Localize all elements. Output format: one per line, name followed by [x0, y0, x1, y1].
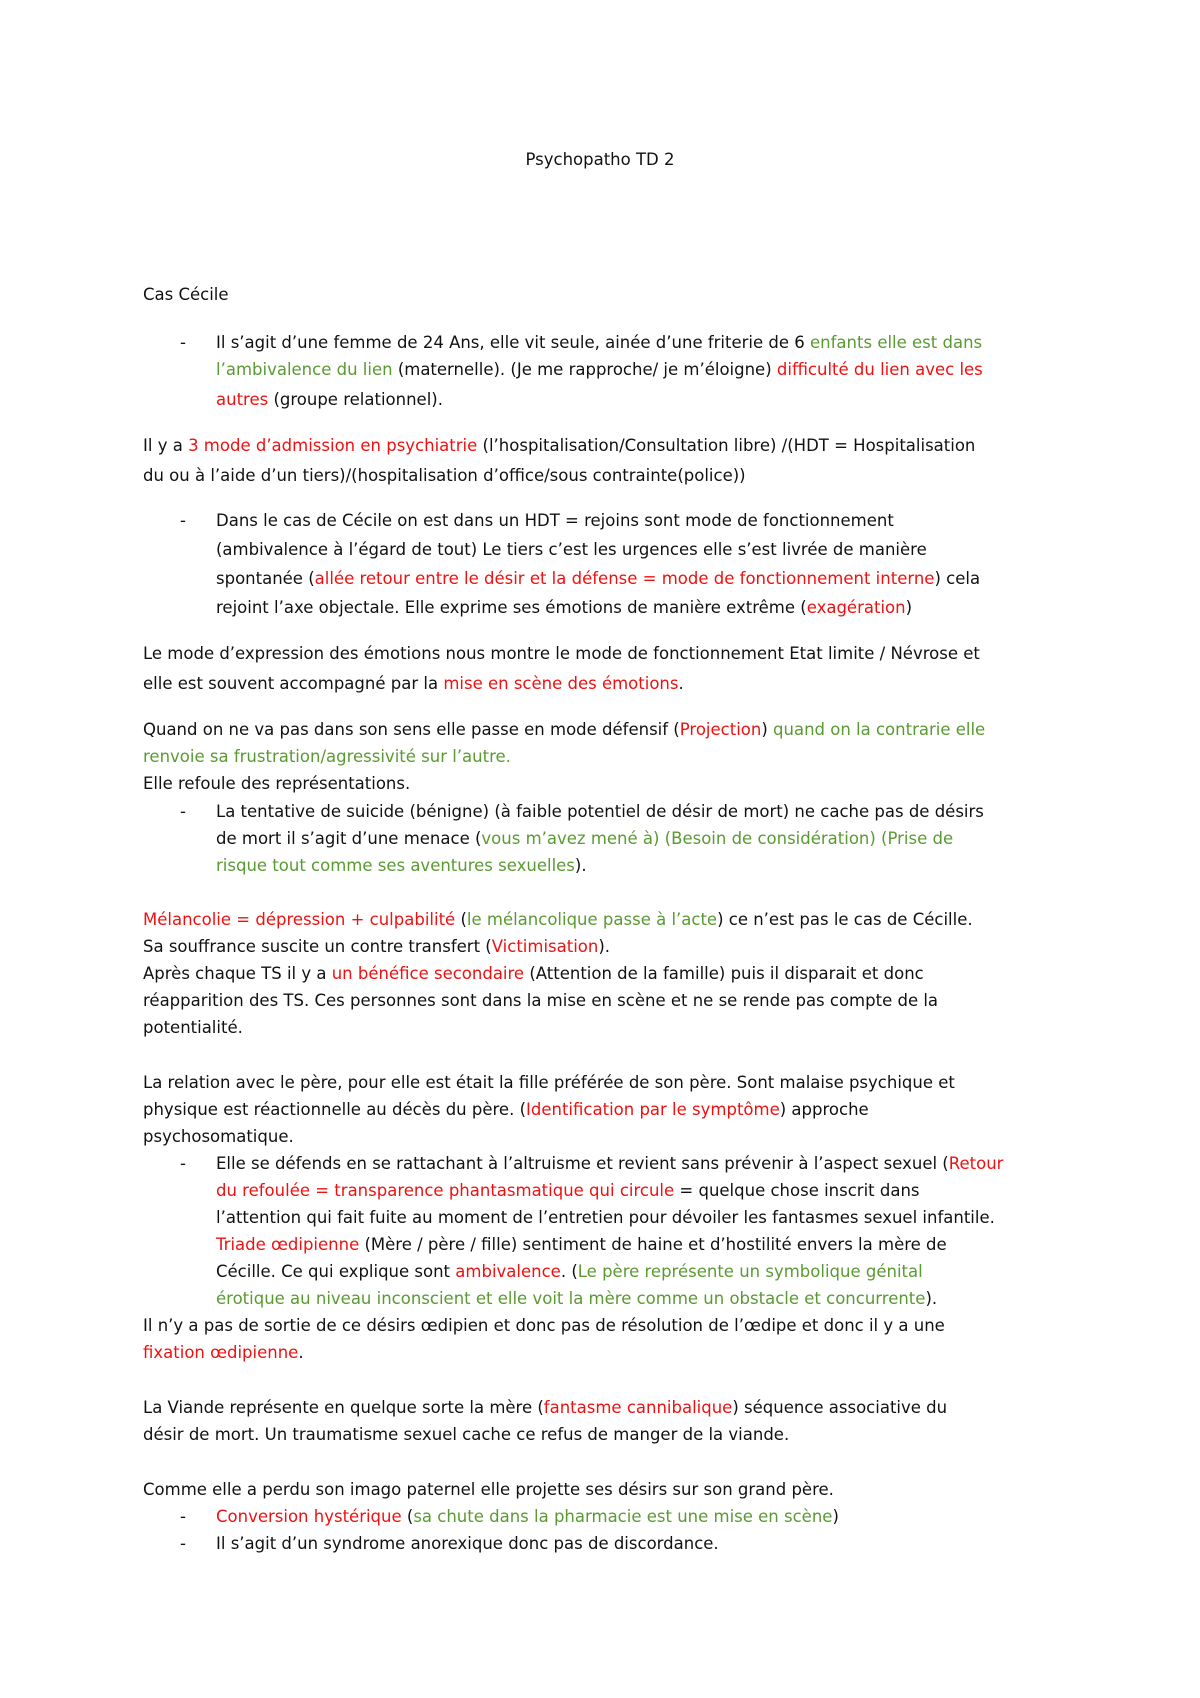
text-run: Sa souffrance suscite un contre transfert ( — [143, 937, 492, 956]
text-line — [143, 435, 975, 457]
text-line — [216, 1180, 920, 1202]
text-line — [216, 1533, 719, 1555]
text-line — [143, 1099, 869, 1121]
red-highlight-text: Conversion hystérique — [216, 1507, 407, 1526]
text-run: réapparition des TS. Ces personnes sont dans la mise en scène et ne se rende pas compte de la — [143, 991, 939, 1010]
text-line — [143, 746, 511, 768]
text-run: ) cela — [934, 569, 981, 588]
red-highlight-text: mise en scène des émotions — [443, 674, 679, 693]
text-line — [143, 1315, 945, 1337]
bullet-dash: - — [180, 511, 186, 530]
red-highlight-text: Retour — [948, 1154, 1004, 1173]
text-line — [143, 1072, 955, 1094]
text-line — [216, 568, 980, 590]
red-highlight-text: fantasme cannibalique — [543, 1398, 733, 1417]
text-run: ). — [574, 856, 587, 875]
red-highlight-text: fixation œdipienne — [143, 1343, 299, 1362]
text-line — [216, 1261, 923, 1283]
text-run: ) — [832, 1507, 839, 1526]
text-run: rejoint l’axe objectale. Elle exprime ses émotions de manière extrême ( — [216, 598, 807, 617]
red-highlight-text: Triade œdipienne — [216, 1235, 365, 1254]
text-run: spontanée ( — [216, 569, 315, 588]
text-run: elle est souvent accompagné par la — [143, 674, 444, 693]
text-run: Elle se défends en se rattachant à l’altruisme et revient sans prévenir à l’aspect sexuel ( — [216, 1154, 949, 1173]
text-run: Le mode d’expression des émotions nous montre le mode de fonctionnement Etat limite / Névrose et — [143, 644, 980, 663]
text-line — [143, 1126, 294, 1148]
text-line — [216, 510, 894, 532]
text-line — [143, 643, 980, 665]
text-line — [216, 597, 912, 619]
red-highlight-text: Identification par le symptôme — [526, 1100, 780, 1119]
text-run: ). — [925, 1289, 938, 1308]
text-run: (Mère / père / fille) sentiment de haine et d’hostilité envers la mère de — [364, 1235, 947, 1254]
red-highlight-text: ambivalence — [455, 1262, 561, 1281]
red-highlight-text: Mélancolie = dépression + culpabilité — [143, 910, 461, 929]
text-run: La tentative de suicide (bénigne) (à faible potentiel de désir de mort) ne cache pas de désirs — [216, 802, 984, 821]
text-line — [143, 1424, 789, 1446]
text-run: Elle refoule des représentations. — [143, 774, 411, 793]
text-line — [143, 1017, 243, 1039]
text-line — [143, 909, 973, 931]
bullet-dash: - — [180, 333, 186, 352]
text-run: ( — [460, 910, 467, 929]
bullet-dash: - — [180, 1154, 186, 1173]
red-highlight-text: exagération — [806, 598, 906, 617]
text-run: = quelque chose inscrit dans — [679, 1181, 920, 1200]
text-run: physique est réactionnelle au décès du père. ( — [143, 1100, 527, 1119]
text-run: du ou à l’aide d’un tiers)/(hospitalisation d’office/sous contrainte(police)) — [143, 466, 746, 485]
red-highlight-text: un bénéfice secondaire — [331, 964, 530, 983]
text-line — [143, 465, 746, 487]
text-run: Il y a — [143, 436, 189, 455]
bullet-dash: - — [180, 802, 186, 821]
text-line — [216, 1288, 937, 1310]
text-line — [216, 389, 443, 411]
text-run: de mort il s’agit d’une menace ( — [216, 829, 482, 848]
text-run: . — [678, 674, 684, 693]
green-highlight-text: risque tout comme ses aventures sexuelles — [216, 856, 575, 875]
green-highlight-text: quand on la contrarie elle — [773, 720, 986, 739]
text-run: ) approche — [779, 1100, 869, 1119]
green-highlight-text: le mélancolique passe à l’acte — [466, 910, 718, 929]
text-line — [143, 673, 684, 695]
text-run: Il s’agit d’un syndrome anorexique donc pas de discordance. — [216, 1534, 719, 1553]
text-run: (groupe relationnel). — [273, 390, 443, 409]
green-highlight-text: vous m’avez mené à) (Besoin de considération) (Prise de — [481, 829, 954, 848]
text-line — [216, 801, 984, 823]
text-run: ) — [905, 598, 913, 617]
document-title: Psychopatho TD 2 — [525, 150, 675, 169]
text-line — [216, 1234, 947, 1256]
text-run: Il s’agit d’une femme de 24 Ans, elle vit seule, ainée d’une friterie de 6 — [216, 333, 811, 352]
text-run: ) — [761, 720, 774, 739]
text-run: Comme elle a perdu son imago paternel elle projette ses désirs sur son grand père. — [143, 1480, 834, 1499]
text-run: Il n’y a pas de sortie de ce désirs œdipien et donc pas de résolution de l’œdipe et donc il y a une — [143, 1316, 945, 1335]
text-run: (l’hospitalisation/Consultation libre) /(HDT = Hospitalisation — [482, 436, 976, 455]
text-run: potentialité. — [143, 1018, 243, 1037]
green-highlight-text: renvoie sa frustration/agressivité sur l’autre. — [143, 747, 511, 766]
text-run: La relation avec le père, pour elle est était la fille préférée de son père. Sont malaise psychique et — [143, 1073, 955, 1092]
text-run: désir de mort. Un traumatisme sexuel cache ce refus de manger de la viande. — [143, 1425, 790, 1444]
text-run: Dans le cas de Cécile on est dans un HDT = rejoins sont mode de fonctionnement — [216, 511, 894, 530]
text-line — [216, 359, 983, 381]
text-run: . ( — [560, 1262, 578, 1281]
text-line — [216, 855, 587, 877]
green-highlight-text: sa chute dans la pharmacie est une mise en scène — [413, 1507, 833, 1526]
text-run: ) ce n’est pas le cas de Cécille. — [717, 910, 973, 929]
text-run: ) séquence associative du — [732, 1398, 948, 1417]
text-run: (Attention de la famille) puis il disparait et donc — [529, 964, 924, 983]
text-line — [143, 990, 938, 1012]
text-run: psychosomatique. — [143, 1127, 294, 1146]
text-line — [143, 963, 924, 985]
red-highlight-text: difficulté du lien avec les — [776, 360, 983, 379]
text-line — [216, 828, 953, 850]
text-run: Après chaque TS il y a — [143, 964, 332, 983]
text-line — [216, 1207, 995, 1229]
bullet-dash: - — [180, 1507, 186, 1526]
text-run: l’attention qui fait fuite au moment de l’entretien pour dévoiler les fantasmes sexuel infantile. — [216, 1208, 995, 1227]
text-run: La Viande représente en quelque sorte la mère ( — [143, 1398, 544, 1417]
green-highlight-text: Le père représente un symbolique génital — [577, 1262, 923, 1281]
text-run: (maternelle). (Je me rapproche/ je m’éloigne) — [397, 360, 777, 379]
text-line — [143, 936, 610, 958]
text-line — [143, 1342, 304, 1364]
text-run: Quand on ne va pas dans son sens elle passe en mode défensif ( — [143, 720, 680, 739]
text-run: ( — [406, 1507, 414, 1526]
text-line — [143, 719, 985, 741]
red-highlight-text: Victimisation — [491, 937, 599, 956]
text-line — [216, 539, 927, 561]
red-highlight-text: autres — [216, 390, 274, 409]
red-highlight-text: allée retour entre le désir et la défense = mode de fonctionnement interne — [314, 569, 935, 588]
green-highlight-text: enfants elle est dans — [810, 333, 983, 352]
text-line — [143, 1397, 947, 1419]
text-line — [216, 1153, 1003, 1175]
text-line — [216, 1506, 839, 1528]
bullet-dash: - — [180, 1534, 186, 1553]
text-line — [143, 773, 410, 795]
text-line — [216, 332, 982, 354]
text-run: (ambivalence à l’égard de tout) Le tiers c’est les urgences elle s’est livrée de manière — [216, 540, 927, 559]
green-highlight-text: l’ambivalence du lien — [216, 360, 398, 379]
text-line — [143, 1479, 834, 1501]
red-highlight-text: Projection — [679, 720, 762, 739]
red-highlight-text: 3 mode d’admission en psychiatrie — [188, 436, 483, 455]
case-heading: Cas Cécile — [143, 285, 229, 304]
text-run: . — [298, 1343, 304, 1362]
text-run: Cécille. Ce qui explique sont — [216, 1262, 456, 1281]
text-run: ). — [598, 937, 611, 956]
red-highlight-text: du refoulée = transparence phantasmatique qui circule — [216, 1181, 680, 1200]
green-highlight-text: érotique au niveau inconscient et elle voit la mère comme un obstacle et concurrente — [216, 1289, 926, 1308]
